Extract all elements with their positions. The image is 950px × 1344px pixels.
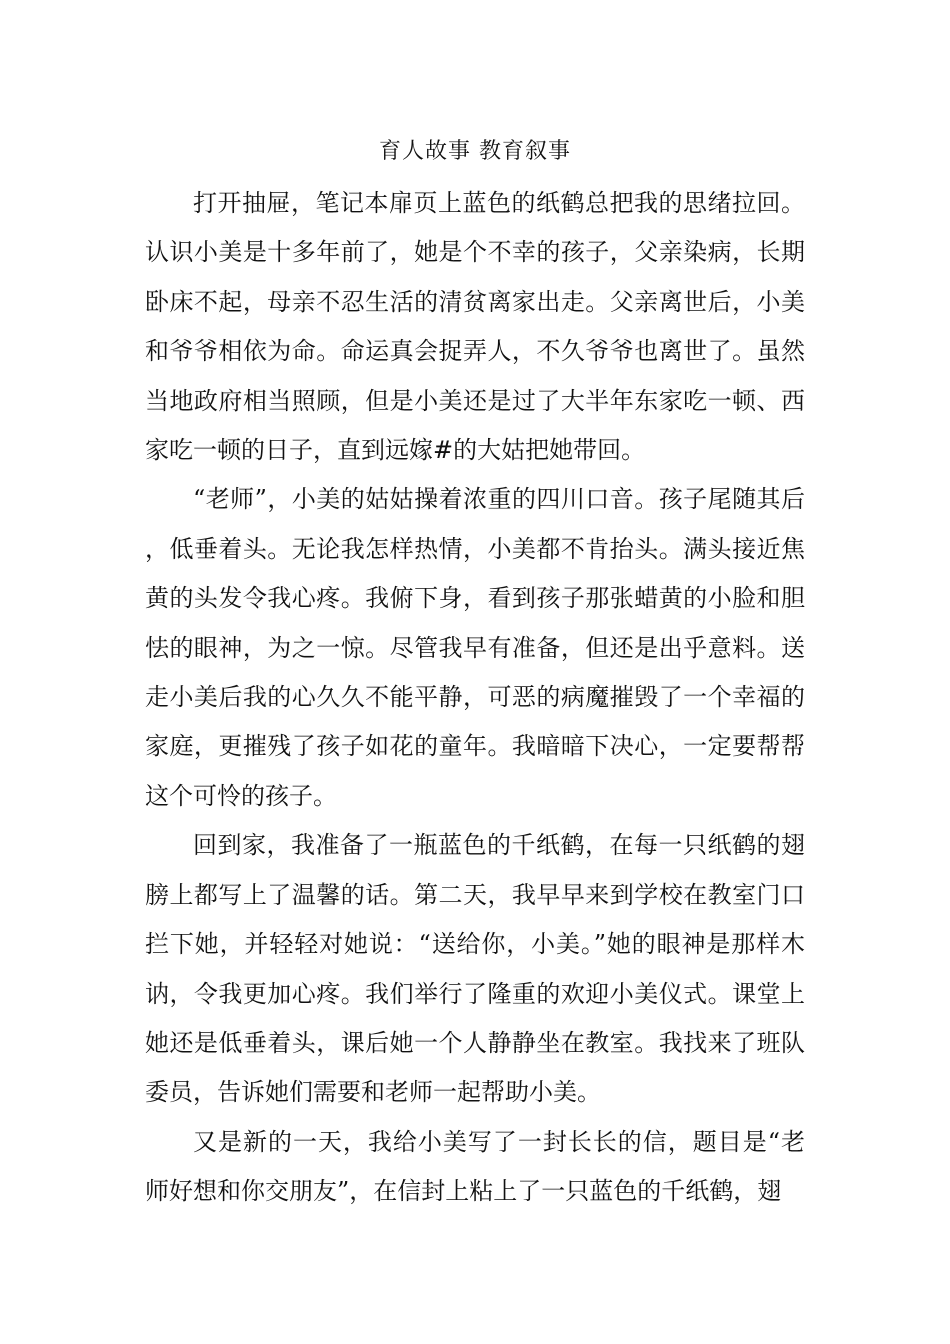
document-body	[145, 179, 805, 1217]
document-title: 育人故事 教育叙事	[379, 139, 571, 164]
paragraph-1: 打开抽屉，笔记本扉页上蓝色的纸鹤总把我的思绪拉回。认识小美是十多年前了，她是个不幸的孩子，父亲染病，长期卧床不起，母亲不忍生活的清贫离家出走。父亲离世后，小美和爷爷相依为命。命运真会捉弄人，不久爷爷也离世了。虽然当地政府相当照顾，但是小美还是过了大半年东家吃一顿、西家吃一顿的日子，直到远嫁#的大姑把她带回。	[145, 189, 805, 465]
paragraph-4: 又是新的一天，我给小美写了一封长长的信，题目是“老师好想和你交朋友”，在信封上粘上了一只蓝色的千纸鹤，翅	[145, 1127, 805, 1206]
paragraph-2: “老师”，小美的姑姑操着浓重的四川口音。孩子尾随其后，低垂着头。无论我怎样热情，小美都不肯抬头。满头接近焦黄的头发令我心疼。我俯下身，看到孩子那张蜡黄的小脸和胆怯的眼神，为之一惊。尽管我早有准备，但还是出乎意料。送走小美后我的心久久不能平静，可恶的病魔摧毁了一个幸福的家庭，更摧残了孩子如花的童年。我暗暗下决心，一定要帮帮这个可怜的孩子。	[145, 485, 805, 810]
paragraph-3: 回到家，我准备了一瓶蓝色的千纸鹤，在每一只纸鹤的翅膀上都写上了温馨的话。第二天，我早早来到学校在教室门口拦下她，并轻轻对她说：“送给你，小美。”她的眼神是那样木讷，令我更加心疼。我们举行了隆重的欢迎小美仪式。课堂上她还是低垂着头，课后她一个人静静坐在教室。我找来了班队委员，告诉她们需要和老师一起帮助小美。	[145, 831, 805, 1107]
